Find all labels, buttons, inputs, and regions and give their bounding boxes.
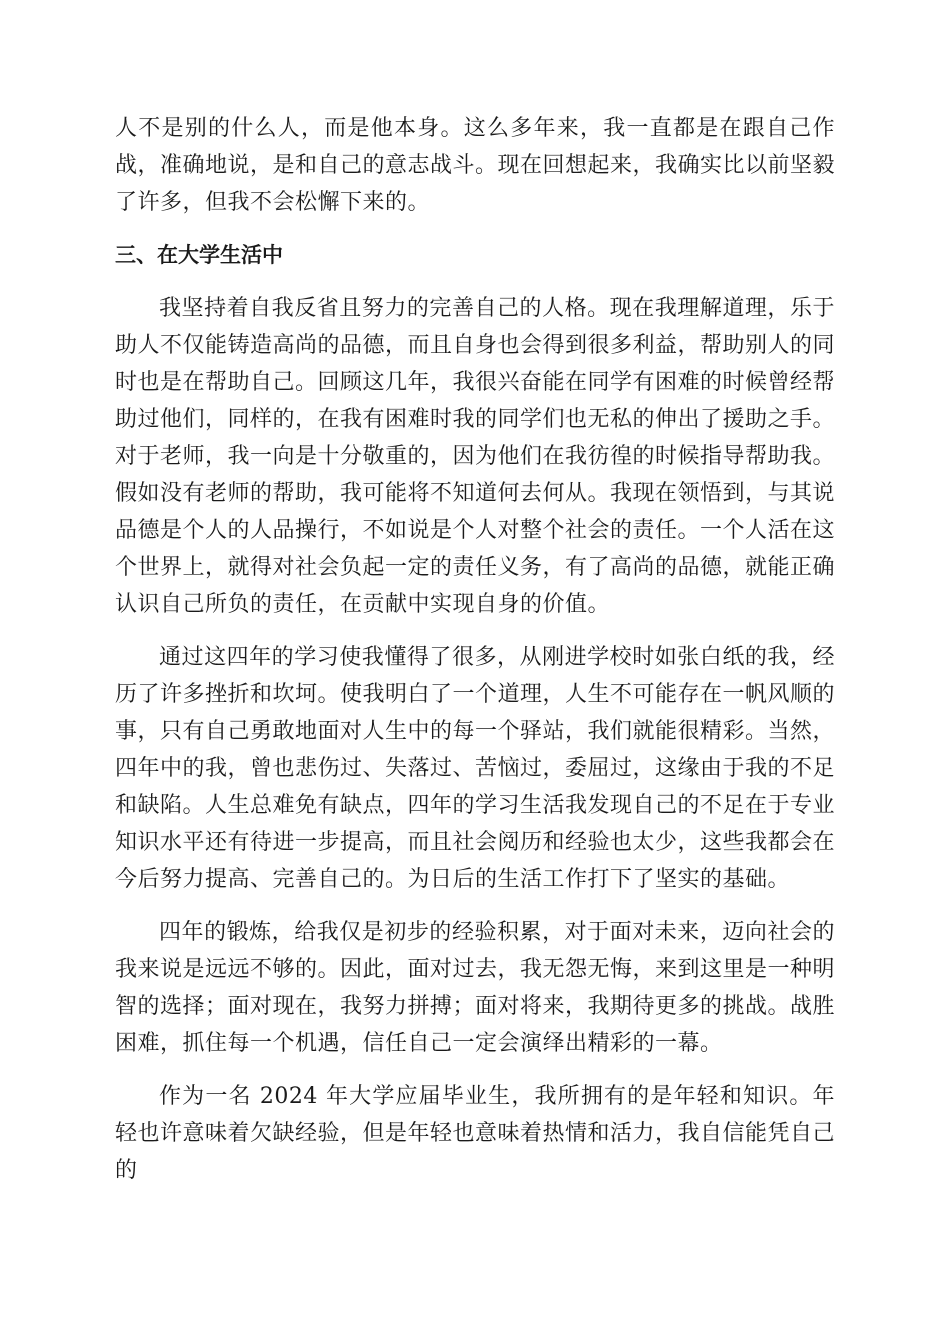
paragraph-2: 通过这四年的学习使我懂得了很多，从刚进学校时如张白纸的我，经历了许多挫折和坎坷。使我明白了一个道理，人生不可能存在一帆风顺的事，只有自己勇敢地面对人生中的每一个驿站，我们就能很精彩。当然，四年中的我，曾也悲伤过、失落过、苦恼过，委屈过，这缘由于我的不足和缺陷。人生总难免有缺点，四年的学习生活我发现自己的不足在于专业知识水平还有待进一步提高，而且社会阅历和经验也太少，这些我都会在今后努力提高、完善自己的。为日后的生活工作打下了坚实的基础。 (115, 645, 836, 892)
continued-paragraph: 人不是别的什么人，而是他本身。这么多年来，我一直都是在跟自己作战，准确地说，是和自己的意志战斗。现在回想起来，我确实比以前坚毅了许多，但我不会松懈下来的。 (115, 116, 836, 215)
section-heading: 三、在大学生活中 (115, 243, 283, 267)
document-body (115, 110, 835, 1205)
paragraph-3: 四年的锻炼，给我仅是初步的经验积累，对于面对未来，迈向社会的我来说是远远不够的。因此，面对过去，我无怨无悔，来到这里是一种明智的选择；面对现在，我努力拼搏；面对将来，我期待更多的挑战。战胜困难，抓住每一个机遇，信任自己一定会演绎出精彩的一幕。 (115, 920, 836, 1056)
paragraph-1: 我坚持着自我反省且努力的完善自己的人格。现在我理解道理，乐于助人不仅能铸造高尚的品德，而且自身也会得到很多利益，帮助别人的同时也是在帮助自己。回顾这几年，我很兴奋能在同学有困难的时候曾经帮助过他们，同样的，在我有困难时我的同学们也无私的伸出了援助之手。对于老师，我一向是十分敬重的，因为他们在我彷徨的时候指导帮助我。假如没有老师的帮助，我可能将不知道何去何从。我现在领悟到，与其说品德是个人的人品操行，不如说是个人对整个社会的责任。一个人活在这个世界上，就得对社会负起一定的责任义务，有了高尚的品德，就能正确认识自己所负的责任，在贡献中实现自身的价值。 (115, 296, 836, 617)
paragraph-4: 作为一名 2024 年大学应届毕业生，我所拥有的是年轻和知识。年轻也许意味着欠缺经验，但是年轻也意味着热情和活力，我自信能凭自己的 (115, 1084, 836, 1183)
